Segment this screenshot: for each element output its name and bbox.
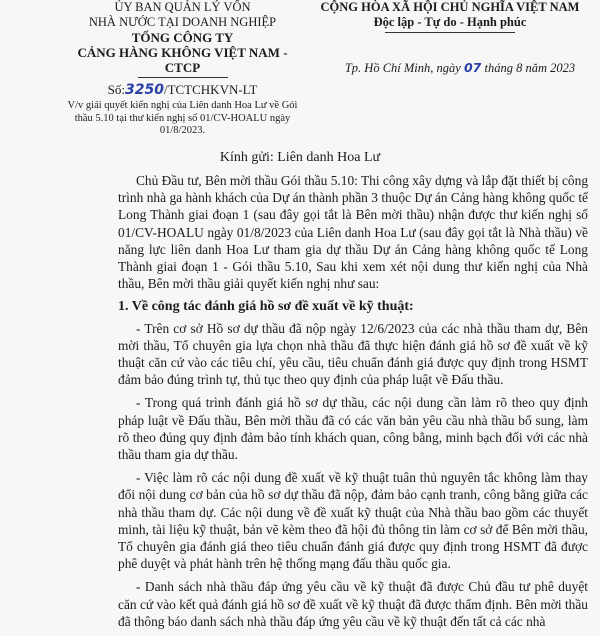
date-suffix: tháng 8 năm 2023 [484,61,576,75]
body-paragraph-4: - Danh sách nhà thầu đáp ứng yêu cầu về kỹ thuật đã được Chủ đầu tư phê duyệt căn cứ vào kết quả đánh giá hồ sơ đề xuất về kỹ thuật đã được thẩm định. Bên mời thầu đã thông báo danh sách nhà thầu đáp ứng yêu cầu về kỹ thuật đến tất cả các nhà [118,579,588,629]
date-handwritten: 07 [463,60,482,75]
body-paragraph-1: - Trên cơ sở Hồ sơ dự thầu đã nộp ngày 12/6/2023 của các nhà thầu tham dự, Bên mời thầu, Tổ chuyên gia lựa chọn nhà thầu đã thực hiện đánh giá hồ sơ đề xuất về kỹ thuật căn cứ vào các tiêu chí, yêu cầu, tiêu chuẩn đánh giá được quy định trong HSMT đảm bảo đúng trình tự, thủ tục theo quy định của pháp luật về Đấu thầu. [118,320,588,388]
national-header [310,0,590,75]
body-paragraph-2: - Trong quá trình đánh giá hồ sơ dự thầu, các nội dung cần làm rõ theo quy định pháp luật về Đấu thầu, Bên mời thầu đã có các văn bản yêu cầu nhà thầu bổ sung, làm rõ theo đúng quy định đảm bảo tính khách quan, công bằng, minh bạch đối với các nhà thầu tham gia dự thầu. [118,395,588,463]
issuer-header [60,0,305,138]
company-line-1: TỔNG CÔNG TY [131,30,234,45]
recipient-line: Kính gửi: Liên danh Hoa Lư [219,150,381,165]
issuer-line-1: ỦY BAN QUẢN LÝ VỐN [114,0,251,14]
docnum-prefix: Số: [107,82,125,97]
docnum-suffix: /TCTCHKVN-LT [163,82,258,97]
intro-paragraph: Chủ Đầu tư, Bên mời thầu Gói thầu 5.10: Thi công xây dựng và lắp đặt thiết bị công trình nhà ga hành khách của Dự án thành phần 3 thuộc Dự án Cảng hàng không quốc tế Long Thành giai đoạn 1 (sau đây gọi tắt là Bên mời thầu) nhận được thư kiến nghị số 01/CV-HOALU ngày 01/8/2023 của Liên danh Hoa Lư (sau đây gọi tắt là Nhà thầu) về năng lực liên danh Hoa Lư tham gia dự thầu Dự án Cảng hàng không quốc tế Long Thành giai đoạn 1 - Gói thầu 5.10, Sau khi xem xét nội dung thư kiến nghị của Nhà thầu, Bên mời thầu giải quyết kiến nghị như sau: [118,173,589,292]
document-subject: V/v giải quyết kiến nghị của Liên danh Hoa Lư về Gói thầu 5.10 tại thư kiến nghị số 01/CV-HOALU ngày 01/8/2023. [67,100,298,136]
issuer-line-2: NHÀ NƯỚC TẠI DOANH NGHIỆP [88,15,277,29]
national-motto: Độc lập - Tự do - Hạnh phúc [373,15,527,29]
company-line-2: CẢNG HÀNG KHÔNG VIỆT NAM - CTCP [77,45,288,75]
nation-title: CỘNG HÒA XÃ HỘI CHỦ NGHĨA VIỆT NAM [320,0,580,14]
document-body [118,172,588,636]
issuer-divider [138,77,228,78]
body-paragraph-3: - Việc làm rõ các nội dung đề xuất về kỹ thuật tuân thủ nguyên tắc không làm thay đổi nội dung cơ bản của hồ sơ dự thầu đã nộp, đảm bảo cạnh tranh, công bằng giữa các nhà thầu tham dự. Các nội dung về đề xuất kỹ thuật của Nhà thầu bao gồm các thuyết minh, tài liệu kỹ thuật, bản vẽ kèm theo đã hội đủ thông tin làm cơ sở để Bên mời thầu, Tổ chuyên gia đánh giá theo tiêu chuẩn đánh giá được quy định trong HSMT đã được phê duyệt và phát hành trên hệ thống mạng đấu thầu quốc gia. [118,470,588,572]
motto-divider [385,32,515,33]
issue-date [330,60,590,76]
docnum-handwritten: 3250 [124,82,164,98]
date-prefix: Tp. Hồ Chí Minh, ngày [344,61,461,75]
document-number [60,82,305,98]
section-heading-1: 1. Về công tác đánh giá hồ sơ đề xuất về kỹ thuật: [118,299,414,315]
